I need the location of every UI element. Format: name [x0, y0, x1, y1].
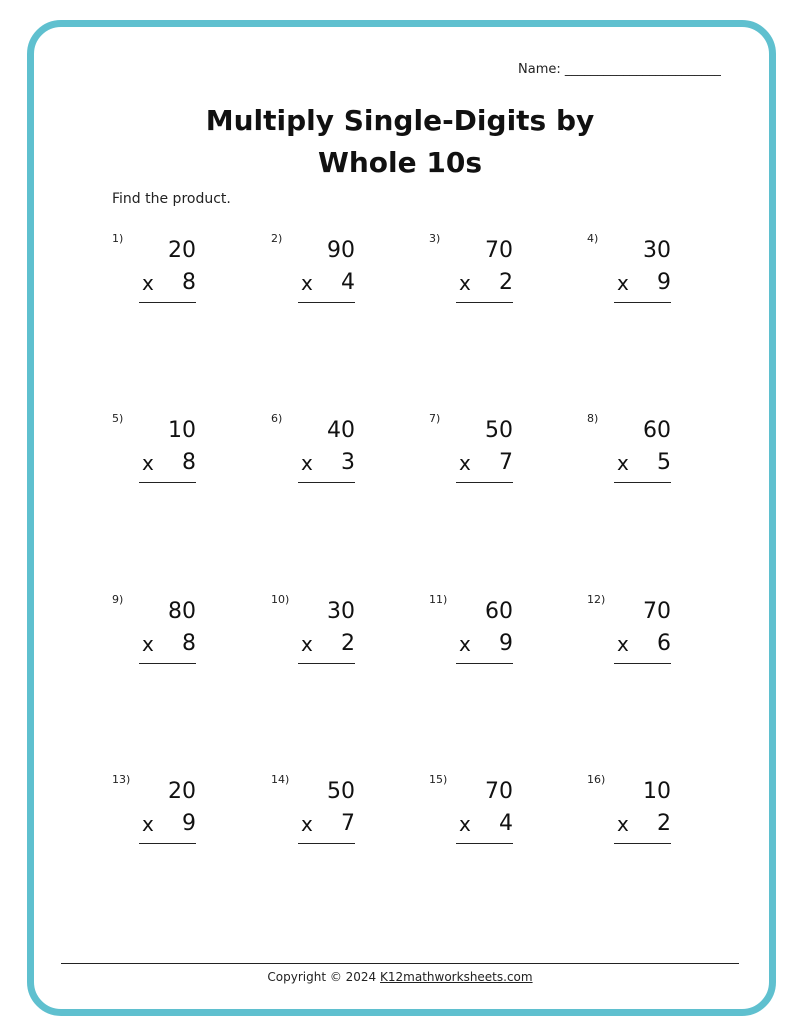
problem-number: 16)	[587, 773, 606, 786]
multiplier: 3	[341, 450, 355, 475]
answer-line	[614, 482, 671, 483]
multiply-sign: x	[617, 451, 629, 475]
answer-line	[298, 302, 355, 303]
copyright-text: Copyright © 2024	[267, 970, 377, 984]
multiplicand: 60	[485, 599, 513, 624]
multiplicand: 80	[168, 599, 196, 624]
answer-line	[456, 482, 513, 483]
answer-line	[298, 843, 355, 844]
problem-number: 13)	[112, 773, 131, 786]
multiplier: 4	[499, 811, 513, 836]
multiply-sign: x	[459, 271, 471, 295]
problem-16	[587, 773, 697, 863]
answer-line	[456, 663, 513, 664]
multiply-sign: x	[142, 451, 154, 475]
multiplier: 9	[182, 811, 196, 836]
multiplicand: 20	[168, 779, 196, 804]
problem-number: 15)	[429, 773, 448, 786]
problem-12	[587, 593, 697, 683]
problem-number: 7)	[429, 412, 441, 425]
multiplier: 2	[341, 631, 355, 656]
multiplier: 4	[341, 270, 355, 295]
problem-14	[271, 773, 381, 863]
answer-line	[614, 302, 671, 303]
problem-number: 8)	[587, 412, 599, 425]
problem-6	[271, 412, 381, 502]
multiplicand: 70	[643, 599, 671, 624]
problem-10	[271, 593, 381, 683]
answer-line	[456, 302, 513, 303]
multiplier: 5	[657, 450, 671, 475]
problem-9	[112, 593, 222, 683]
multiply-sign: x	[459, 451, 471, 475]
answer-line	[298, 482, 355, 483]
multiplier: 9	[657, 270, 671, 295]
multiply-sign: x	[617, 271, 629, 295]
multiplier: 7	[499, 450, 513, 475]
problem-8	[587, 412, 697, 502]
worksheet-title	[0, 100, 800, 184]
multiplier: 8	[182, 631, 196, 656]
title-line-1: Multiply Single-Digits by	[205, 104, 595, 137]
problem-number: 14)	[271, 773, 290, 786]
problem-number: 9)	[112, 593, 124, 606]
problem-15	[429, 773, 539, 863]
multiply-sign: x	[142, 812, 154, 836]
problem-number: 2)	[271, 232, 283, 245]
answer-line	[139, 843, 196, 844]
multiplicand: 30	[327, 599, 355, 624]
answer-line	[139, 302, 196, 303]
multiplicand: 30	[643, 238, 671, 263]
multiply-sign: x	[617, 812, 629, 836]
answer-line	[614, 663, 671, 664]
multiply-sign: x	[301, 632, 313, 656]
multiplicand: 10	[643, 779, 671, 804]
problem-13	[112, 773, 222, 863]
problem-7	[429, 412, 539, 502]
multiplicand: 50	[327, 779, 355, 804]
multiplicand: 20	[168, 238, 196, 263]
problem-number: 11)	[429, 593, 448, 606]
problem-3	[429, 232, 539, 322]
multiplier: 6	[657, 631, 671, 656]
multiplier: 2	[657, 811, 671, 836]
multiply-sign: x	[459, 812, 471, 836]
problem-number: 6)	[271, 412, 283, 425]
multiply-sign: x	[142, 271, 154, 295]
problem-number: 10)	[271, 593, 290, 606]
answer-line	[456, 843, 513, 844]
multiplicand: 70	[485, 779, 513, 804]
problem-1	[112, 232, 222, 322]
multiplier: 9	[499, 631, 513, 656]
multiply-sign: x	[617, 632, 629, 656]
problem-number: 12)	[587, 593, 606, 606]
problem-4	[587, 232, 697, 322]
multiplicand: 90	[327, 238, 355, 263]
footer-divider	[61, 963, 739, 964]
instructions: Find the product.	[112, 191, 231, 207]
problem-number: 3)	[429, 232, 441, 245]
multiplicand: 60	[643, 418, 671, 443]
footer	[0, 970, 800, 984]
multiplicand: 50	[485, 418, 513, 443]
multiplicand: 70	[485, 238, 513, 263]
site-link: K12mathworksheets.com	[380, 970, 533, 984]
multiplier: 7	[341, 811, 355, 836]
name-field: Name: ________________________	[518, 62, 721, 77]
multiply-sign: x	[301, 271, 313, 295]
answer-line	[139, 663, 196, 664]
multiply-sign: x	[459, 632, 471, 656]
answer-line	[298, 663, 355, 664]
answer-line	[614, 843, 671, 844]
answer-line	[139, 482, 196, 483]
multiply-sign: x	[301, 451, 313, 475]
multiply-sign: x	[301, 812, 313, 836]
problem-11	[429, 593, 539, 683]
problem-number: 1)	[112, 232, 124, 245]
multiplier: 8	[182, 450, 196, 475]
multiplicand: 40	[327, 418, 355, 443]
multiplicand: 10	[168, 418, 196, 443]
title-line-2: Whole 10s	[317, 146, 483, 179]
problem-number: 4)	[587, 232, 599, 245]
multiplier: 2	[499, 270, 513, 295]
problem-5	[112, 412, 222, 502]
problem-2	[271, 232, 381, 322]
multiplier: 8	[182, 270, 196, 295]
multiply-sign: x	[142, 632, 154, 656]
problem-number: 5)	[112, 412, 124, 425]
